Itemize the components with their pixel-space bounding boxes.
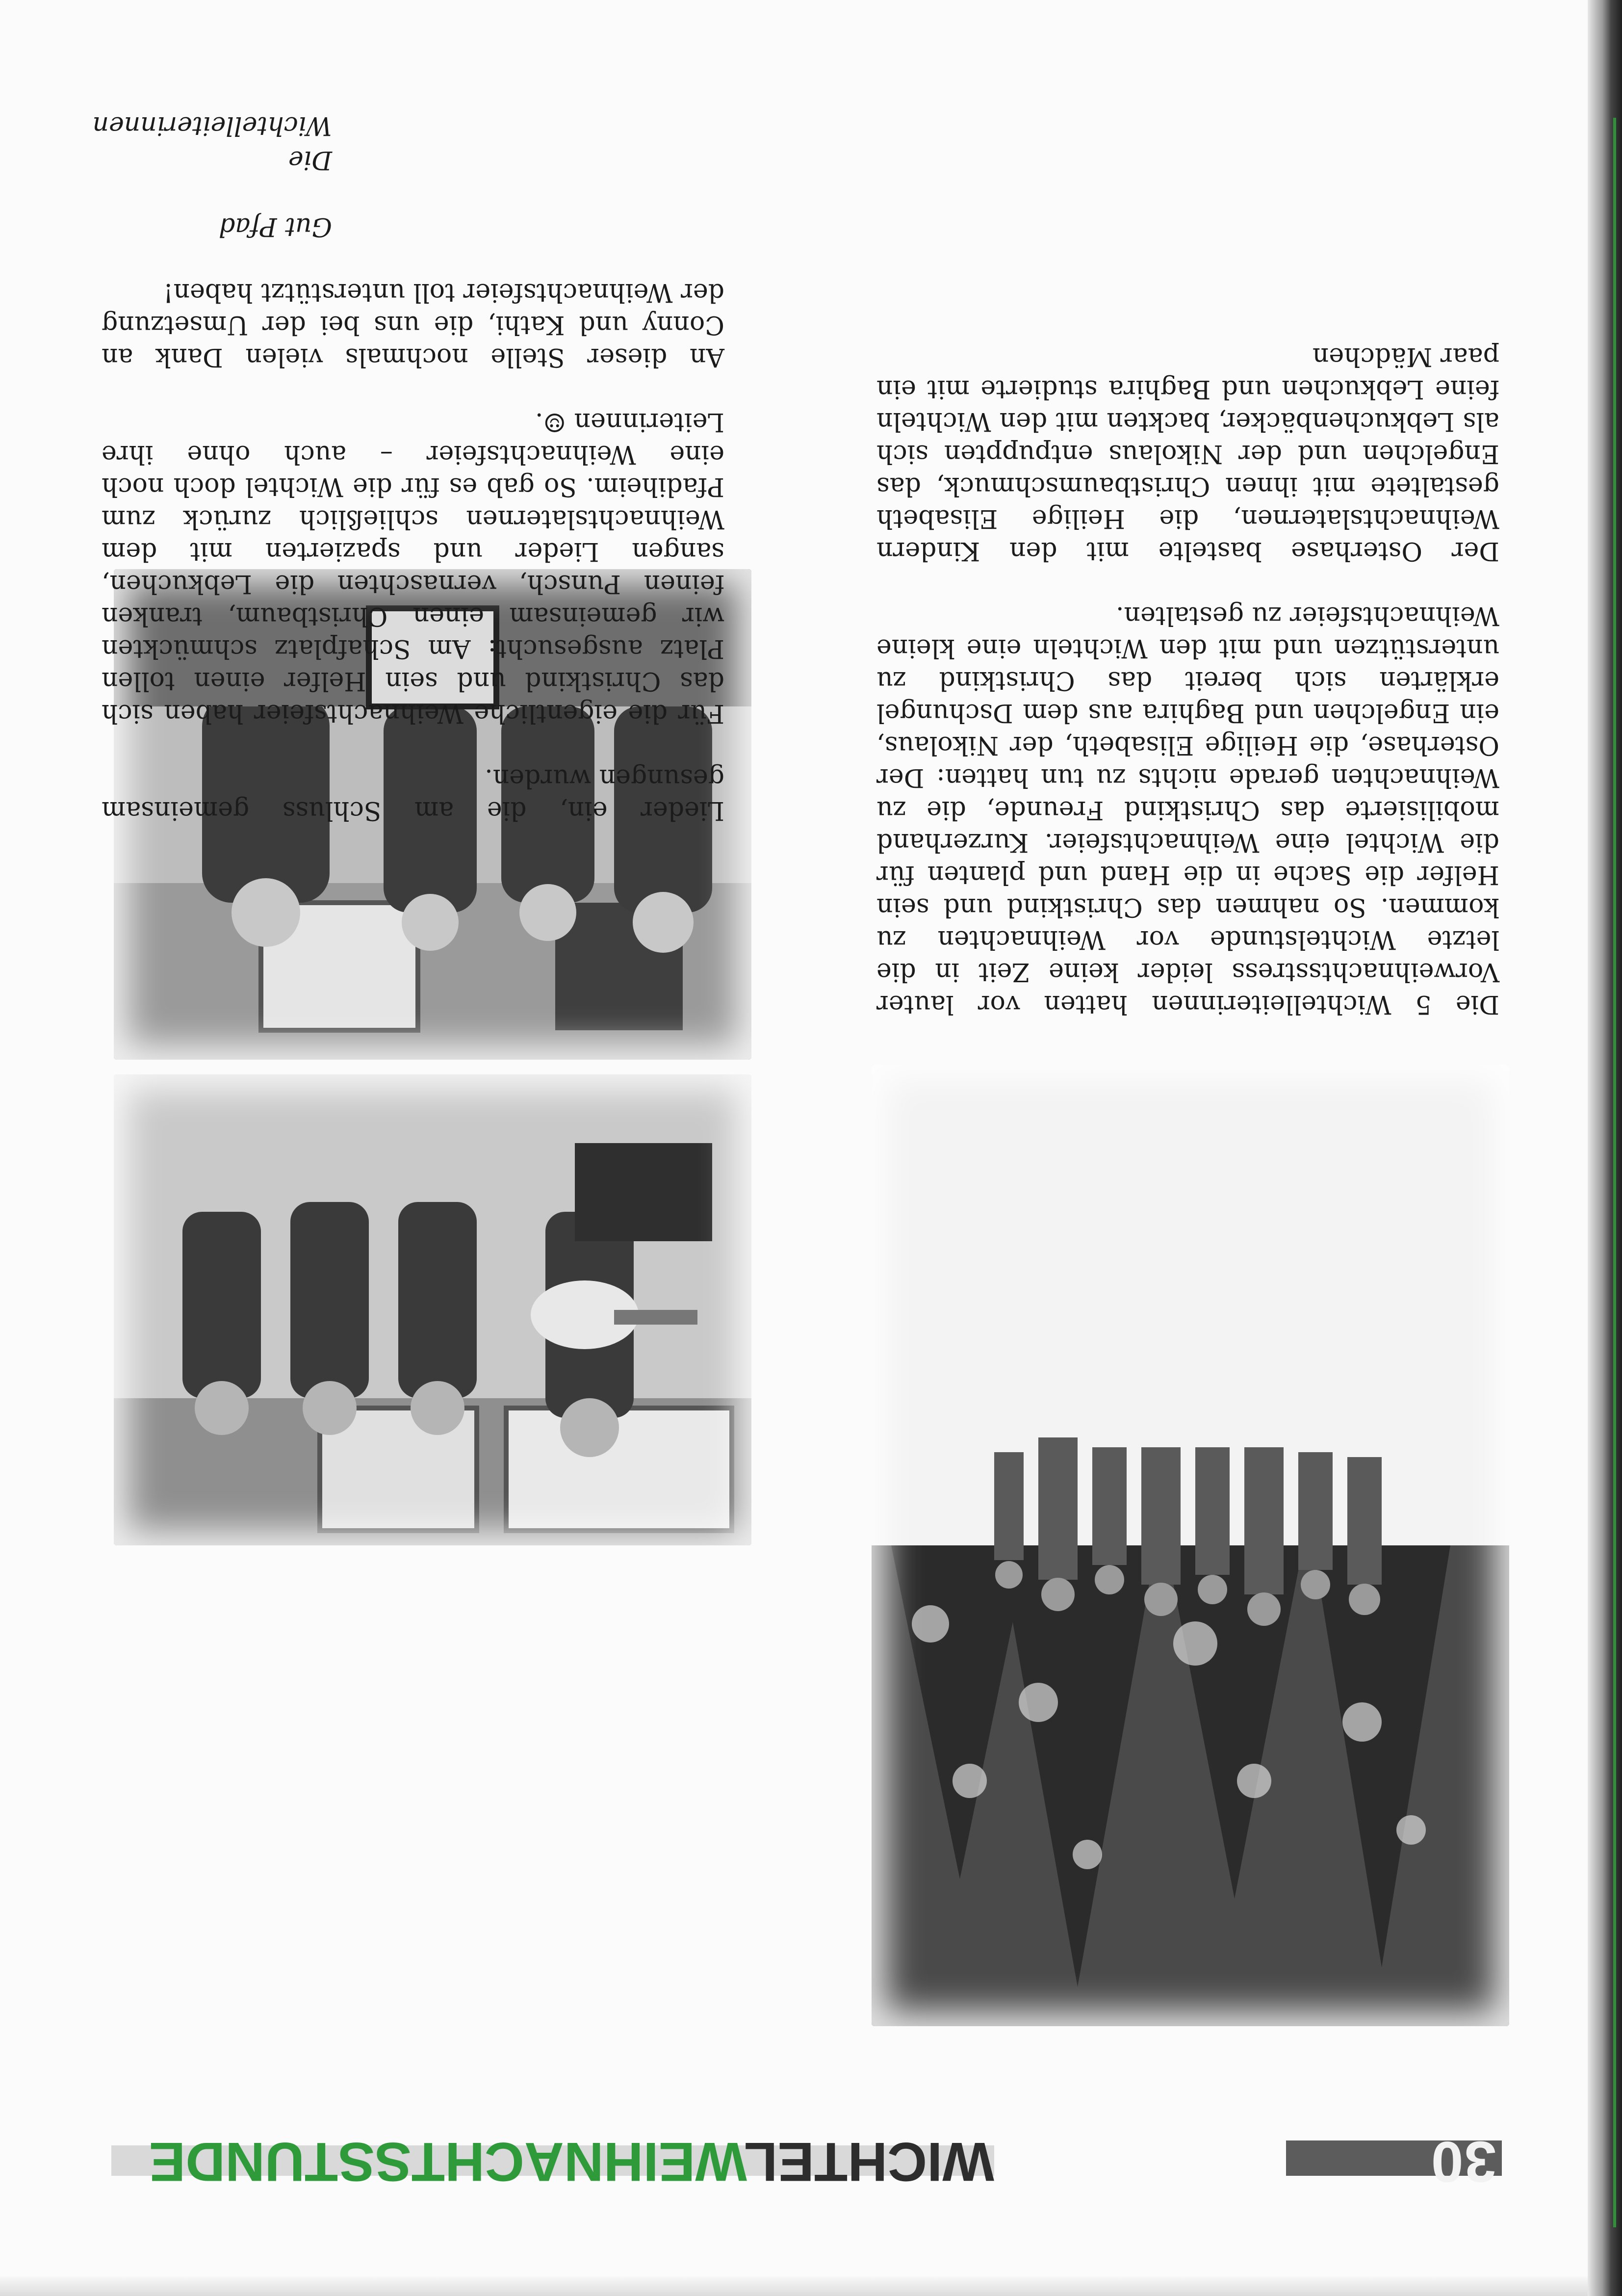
photo-guitar-singing bbox=[114, 1074, 751, 1545]
scan-edge-spine bbox=[1588, 0, 1622, 2296]
paragraph-intro: Die 5 Wichtelleiterinnen hatten vor lauter Vorweihnachtsstress leider keine Zeit in die letzte Wichtelstunde vor Weihnachten zu kommen. So nahmen das Christkind und sein Helfer die Sache in die Hand und planten für die Wichtel eine Weihnachtsfeier. Kurzerhand mobilisierte das Christkind Freunde, die zu Weihnachten gerade nichts zu tun hatten: Der Osterhase, die Heilige Elisabeth, der Nikolaus, ein Engelchen und Baghira aus dem Dschungel erklärten sich bereit das Christkind zu unterstützen und mit den Wichteln eine kleine Weihnachtsfeier zu gestalten. bbox=[876, 601, 1499, 1019]
paragraph-activities: Der Osterhase bastelte mit den Kindern Weihnachtslaternen, die Heilige Elisabeth gestaltete mit ihnen Christbaumschmuck, das Engelchen und der Nikolaus entpuppten sich als Lebkuchenbäcker, backten mit den Wichteln feine Lebkuchen und Baghira studierte mit ein paar Mädchen bbox=[876, 342, 1499, 566]
title-part-wichtel: WICHTEL bbox=[747, 2131, 994, 2192]
smiley-face-icon: ☺ bbox=[543, 407, 566, 437]
signature: Die Wichtelleiterinnen bbox=[92, 111, 332, 175]
scan-edge-top bbox=[0, 2276, 1622, 2296]
photo-snowy-outdoor-group bbox=[872, 1065, 1509, 2026]
closing-greeting: Gut Pfad bbox=[219, 212, 332, 241]
paragraph-songs: Lieder ein, die am Schluss gemeinsam gesungen wurden. bbox=[102, 763, 724, 825]
paragraph-celebration: Für die eigentliche Weihnachtsfeier haben sich das Christkind und sein Helfer einen tollen Platz ausgesucht: Am Schafplatz schmückten wir gemeinsam einen Christbaum, tranken feinen Punsch, vernaschten die Lebkuchen, sangen Lieder und spazierten mit dem Weihnachtslaternen schließlich zurück zum Pfadiheim. So gab es für die Wichtel doch noch eine Weihnachtsfeier – auch ohne ihre Leiterinnen ☺. bbox=[102, 407, 724, 728]
paragraph-thanks: An dieser Stelle nochmals vielen Dank an Conny und Kathi, die uns bei der Umsetzung der Weihnachtsfeier toll unterstützt haben! bbox=[102, 278, 724, 372]
paragraph-celebration-text: Für die eigentliche Weihnachtsfeier haben sich das Christkind und sein Helfer einen tollen Platz ausgesucht: Am Schafplatz schmückten wir gemeinsam einen Christbaum, tranken feinen Punsch, vernaschten die Lebkuchen, sangen Lieder und spazierten mit dem Weihnachtslaternen schließlich zurück zum Pfadiheim. So gab es für die Wichtel doch noch eine Weihnachtsfeier – auch ohne ihre Leiterinnen bbox=[102, 407, 724, 728]
spine-green-stripe bbox=[1613, 118, 1616, 2227]
page-title bbox=[111, 2132, 994, 2191]
page-number: 30 bbox=[1430, 2129, 1496, 2194]
title-part-weihnachtsstunde: WEIHNACHTSSTUNDE bbox=[149, 2131, 747, 2192]
article-column-left bbox=[876, 308, 1499, 1020]
article-column-right bbox=[92, 76, 724, 827]
